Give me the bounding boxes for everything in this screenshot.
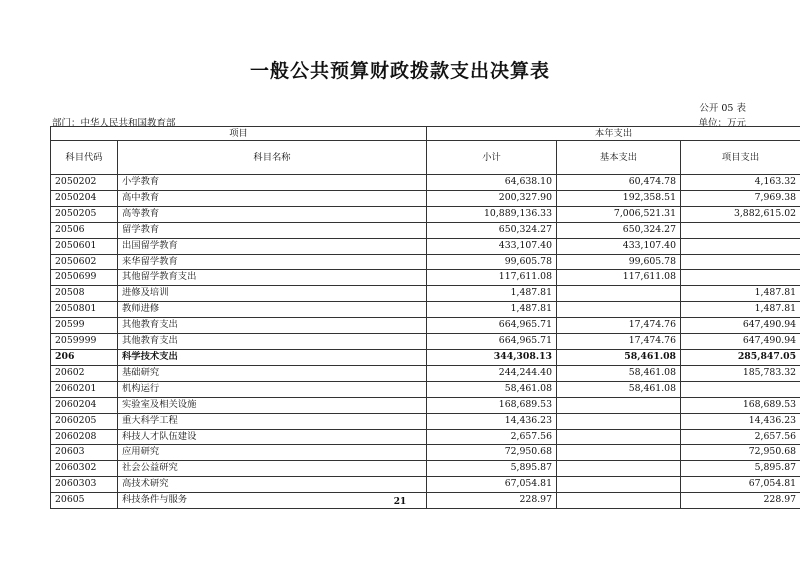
cell-project: 2,657.56	[681, 429, 800, 445]
cell-basic: 117,611.08	[557, 270, 681, 286]
cell-code: 20605	[51, 493, 118, 509]
cell-basic: 17,474.76	[557, 318, 681, 334]
cell-code: 2050699	[51, 270, 118, 286]
cell-subtotal: 1,487.81	[427, 302, 557, 318]
cell-name: 出国留学教育	[118, 238, 427, 254]
header-subtotal: 小计	[427, 141, 557, 175]
table-row	[51, 206, 800, 222]
cell-code: 20508	[51, 286, 118, 302]
cell-subtotal: 99,605.78	[427, 254, 557, 270]
cell-subtotal: 67,054.81	[427, 477, 557, 493]
cell-name: 高中教育	[118, 190, 427, 206]
table-row	[51, 302, 800, 318]
cell-subtotal: 5,895.87	[427, 461, 557, 477]
table-row	[51, 445, 800, 461]
cell-basic	[557, 429, 681, 445]
cell-basic	[557, 461, 681, 477]
cell-name: 其他留学教育支出	[118, 270, 427, 286]
cell-project: 647,490.94	[681, 318, 800, 334]
cell-project: 647,490.94	[681, 334, 800, 350]
cell-subtotal: 10,889,136.33	[427, 206, 557, 222]
cell-code: 20603	[51, 445, 118, 461]
cell-code: 20506	[51, 222, 118, 238]
document-number: 公开 05 表	[699, 103, 746, 114]
cell-name: 其他教育支出	[118, 318, 427, 334]
cell-subtotal: 58,461.08	[427, 381, 557, 397]
table-row	[51, 190, 800, 206]
cell-name: 来华留学教育	[118, 254, 427, 270]
cell-name: 基础研究	[118, 365, 427, 381]
cell-subtotal: 344,308.13	[427, 349, 557, 365]
cell-name: 小学教育	[118, 175, 427, 191]
cell-name: 高技术研究	[118, 477, 427, 493]
cell-project	[681, 222, 800, 238]
table-row	[51, 413, 800, 429]
cell-project: 1,487.81	[681, 302, 800, 318]
cell-project: 4,163.32	[681, 175, 800, 191]
header-basic: 基本支出	[557, 141, 681, 175]
cell-project: 1,487.81	[681, 286, 800, 302]
table-row	[51, 254, 800, 270]
cell-code: 2060204	[51, 397, 118, 413]
cell-basic: 58,461.08	[557, 381, 681, 397]
cell-name: 科技条件与服务	[118, 493, 427, 509]
cell-basic: 58,461.08	[557, 349, 681, 365]
cell-subtotal: 228.97	[427, 493, 557, 509]
cell-project: 3,882,615.02	[681, 206, 800, 222]
cell-code: 20602	[51, 365, 118, 381]
table-row	[51, 461, 800, 477]
cell-name: 社会公益研究	[118, 461, 427, 477]
cell-subtotal: 664,965.71	[427, 334, 557, 350]
cell-name: 其他教育支出	[118, 334, 427, 350]
cell-code: 2060201	[51, 381, 118, 397]
header-row-groups	[51, 127, 800, 141]
cell-project: 168,689.53	[681, 397, 800, 413]
cell-subtotal: 2,657.56	[427, 429, 557, 445]
header-code: 科目代码	[51, 141, 118, 175]
cell-code: 2060303	[51, 477, 118, 493]
cell-name: 高等教育	[118, 206, 427, 222]
cell-name: 科学技术支出	[118, 349, 427, 365]
cell-code: 2060208	[51, 429, 118, 445]
cell-subtotal: 664,965.71	[427, 318, 557, 334]
cell-subtotal: 200,327.90	[427, 190, 557, 206]
cell-code: 2060205	[51, 413, 118, 429]
table-row	[51, 286, 800, 302]
cell-subtotal: 14,436.23	[427, 413, 557, 429]
cell-subtotal: 168,689.53	[427, 397, 557, 413]
table-row	[51, 270, 800, 286]
table-row	[51, 349, 800, 365]
header-item-group: 项目	[51, 127, 427, 141]
cell-project	[681, 270, 800, 286]
table-row	[51, 238, 800, 254]
cell-subtotal: 433,107.40	[427, 238, 557, 254]
page-number: 21	[393, 497, 407, 507]
header-name: 科目名称	[118, 141, 427, 175]
cell-subtotal: 1,487.81	[427, 286, 557, 302]
cell-name: 重大科学工程	[118, 413, 427, 429]
cell-project: 14,436.23	[681, 413, 800, 429]
cell-project: 285,847.05	[681, 349, 800, 365]
header-project: 项目支出	[681, 141, 800, 175]
table-row	[51, 477, 800, 493]
cell-code: 206	[51, 349, 118, 365]
cell-code: 2060302	[51, 461, 118, 477]
table-row	[51, 318, 800, 334]
cell-basic: 650,324.27	[557, 222, 681, 238]
table-body	[51, 175, 800, 509]
cell-project: 185,783.32	[681, 365, 800, 381]
cell-project: 72,950.68	[681, 445, 800, 461]
cell-basic	[557, 413, 681, 429]
cell-basic: 60,474.78	[557, 175, 681, 191]
cell-code: 2050202	[51, 175, 118, 191]
header-row-columns	[51, 141, 800, 175]
cell-name: 应用研究	[118, 445, 427, 461]
header-expense-group: 本年支出	[427, 127, 800, 141]
cell-subtotal: 244,244.40	[427, 365, 557, 381]
cell-code: 2050204	[51, 190, 118, 206]
cell-project	[681, 254, 800, 270]
cell-basic	[557, 445, 681, 461]
cell-project	[681, 381, 800, 397]
budget-table	[50, 126, 800, 509]
cell-basic: 17,474.76	[557, 334, 681, 350]
cell-basic	[557, 286, 681, 302]
page-title: 一般公共预算财政拨款支出决算表	[249, 60, 550, 82]
table-row	[51, 397, 800, 413]
cell-basic	[557, 397, 681, 413]
cell-name: 教师进修	[118, 302, 427, 318]
cell-name: 科技人才队伍建设	[118, 429, 427, 445]
cell-code: 2050801	[51, 302, 118, 318]
cell-basic: 433,107.40	[557, 238, 681, 254]
cell-code: 2050602	[51, 254, 118, 270]
department-label: 部门：中华人民共和国教育部	[52, 118, 176, 129]
cell-code: 2050601	[51, 238, 118, 254]
cell-name: 进修及培训	[118, 286, 427, 302]
cell-basic: 58,461.08	[557, 365, 681, 381]
cell-project: 5,895.87	[681, 461, 800, 477]
table-row	[51, 222, 800, 238]
table-row	[51, 175, 800, 191]
cell-subtotal: 650,324.27	[427, 222, 557, 238]
cell-subtotal: 64,638.10	[427, 175, 557, 191]
table-row	[51, 334, 800, 350]
cell-project	[681, 238, 800, 254]
cell-basic: 99,605.78	[557, 254, 681, 270]
table-row	[51, 365, 800, 381]
cell-basic: 7,006,521.31	[557, 206, 681, 222]
cell-project: 67,054.81	[681, 477, 800, 493]
cell-name: 实验室及相关设施	[118, 397, 427, 413]
cell-project: 228.97	[681, 493, 800, 509]
cell-name: 机构运行	[118, 381, 427, 397]
cell-basic: 192,358.51	[557, 190, 681, 206]
cell-code: 2050205	[51, 206, 118, 222]
cell-project: 7,969.38	[681, 190, 800, 206]
cell-code: 20599	[51, 318, 118, 334]
table-row	[51, 381, 800, 397]
cell-code: 2059999	[51, 334, 118, 350]
cell-basic	[557, 477, 681, 493]
cell-basic	[557, 302, 681, 318]
cell-name: 留学教育	[118, 222, 427, 238]
table-row	[51, 429, 800, 445]
unit-label: 单位：万元	[698, 118, 746, 129]
cell-subtotal: 72,950.68	[427, 445, 557, 461]
cell-subtotal: 117,611.08	[427, 270, 557, 286]
